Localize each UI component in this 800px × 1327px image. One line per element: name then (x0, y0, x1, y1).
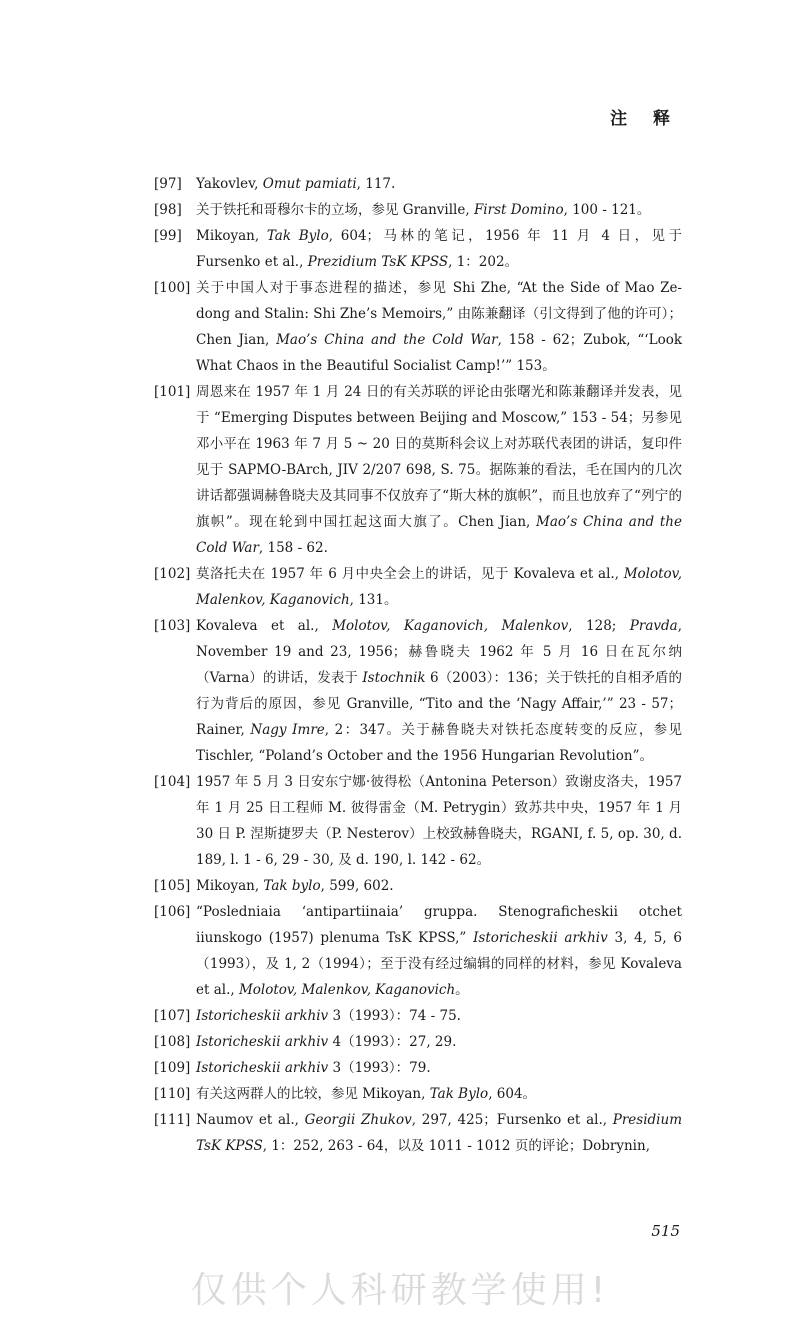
endnote-number: [108] (154, 1034, 191, 1050)
citation-text: , 1：252, 263 - 64，以及 1011 - 1012 页的评论；Dobrynin, (262, 1138, 650, 1154)
citation-title: Georgii Zhukov (304, 1112, 412, 1128)
citation-text: 3, 4, 5, 6（1993），及 1, 2（1994）；至于没有经过编辑的同样的材料，参见 Kovaleva et al., (196, 930, 682, 998)
citation-title: Istoricheskii arkhiv (196, 1060, 329, 1076)
citation-text: , 128; (568, 618, 630, 634)
endnotes-list (154, 171, 682, 1159)
citation-text: 周恩来在 1957 年 1 月 24 日的有关苏联的评论由张曙光和陈兼翻译并发表，见于 “Emerging Disputes between Beijing and Moscow,” 153 - 54；另参见邓小平在 1963 年 7 月 5 ~ 20 日的莫斯科会议上对苏联代表团的讲话，复印件见于 SAPMO-BArch, JIV 2/207 698, S. 75。据陈兼的看法，毛在国内的几次讲话都强调赫鲁晓夫及其同事不仅放弃了“斯大林的旗帜”，而且也放弃了“列宁的旗帜”。现在轮到中国扛起这面大旗了。Chen Jian, (196, 384, 682, 530)
endnote-item (154, 197, 682, 223)
endnote-number: [98] (154, 202, 182, 218)
endnote-number: [101] (154, 384, 191, 400)
endnote-number: [104] (154, 774, 191, 790)
citation-title: Pravda (629, 618, 678, 634)
citation-text: , 131。 (349, 592, 398, 608)
endnote-text (196, 899, 682, 1003)
citation-text: , 599, 602. (320, 878, 394, 894)
citation-text: 关于铁托和哥穆尔卡的立场，参见 Granville, (196, 202, 474, 218)
citation-text: , 604。 (488, 1086, 537, 1102)
endnote-item (154, 899, 682, 1003)
endnote-text (196, 1003, 682, 1029)
endnote-item (154, 1003, 682, 1029)
citation-title: Prezidium TsK KPSS (307, 254, 449, 270)
citation-text: , 2：347。关于赫鲁晓夫对铁托态度转变的反应，参见 Tischler, “Poland’s October and the 1956 Hungarian Revolution”。 (196, 722, 682, 764)
citation-title: Tak Bylo (429, 1086, 489, 1102)
endnote-number: [107] (154, 1008, 191, 1024)
endnote-number: [103] (154, 618, 191, 634)
citation-title: Tak Bylo (266, 228, 329, 244)
citation-text: 有关这两群人的比较，参见 Mikoyan, (196, 1086, 430, 1102)
citation-title: Nagy Imre (250, 722, 325, 738)
endnote-text (196, 1029, 682, 1055)
citation-text: 6（2003）：136；关于铁托的自相矛盾的行为背后的原因，参见 Granville, “Tito and the ‘Nagy Affair,’” 23 - 57；Rainer, (196, 670, 683, 738)
citation-text: , 117. (356, 176, 396, 192)
citation-title: Mao’s China and the Cold War (276, 332, 498, 348)
citation-text: Naumov et al., (196, 1112, 305, 1128)
endnote-number: [111] (154, 1112, 191, 1128)
endnote-item (154, 171, 682, 197)
endnote-text (196, 561, 682, 613)
endnote-text (196, 223, 682, 275)
citation-text: , November 19 and 23, 1956；赫鲁晓夫 1962 年 5 月 16 日在瓦尔纳（Varna）的讲话，发表于 (196, 618, 682, 686)
running-header: 注 释 (610, 109, 680, 129)
citation-title: Istoricheskii arkhiv (473, 930, 608, 946)
citation-title: First Domino (473, 202, 564, 218)
citation-text: “Posledniaia ‘antipartiinaia’ gruppa. Stenograficheskii otchet iiunskogo (1957) plenuma TsK KPSS,” (196, 904, 682, 946)
citation-text: , 604；马林的笔记，1956 年 11 月 4 日，见于 Fursenko et al., (196, 228, 682, 270)
citation-text: , 1：202。 (448, 254, 519, 270)
citation-title: Omut pamiati (262, 176, 357, 192)
endnote-text (196, 1107, 682, 1159)
citation-title: Mao’s China and the Cold War (196, 514, 682, 556)
citation-text: 4（1993）：27, 29. (328, 1034, 457, 1050)
endnote-item (154, 1029, 682, 1055)
endnote-text (196, 769, 682, 873)
endnote-text (196, 275, 682, 379)
citation-text: Mikoyan, (196, 228, 267, 244)
citation-text: Yakovlev, (196, 176, 263, 192)
endnote-item (154, 275, 682, 379)
citation-title: Istoricheskii arkhiv (196, 1008, 329, 1024)
endnote-item (154, 1055, 682, 1081)
citation-text: , 100 - 121。 (563, 202, 651, 218)
endnote-item (154, 379, 682, 561)
citation-text: 。 (455, 982, 469, 998)
endnote-text (196, 1055, 682, 1081)
endnote-item (154, 1107, 682, 1159)
endnote-item (154, 223, 682, 275)
endnote-number: [109] (154, 1060, 191, 1076)
citation-text: , 297, 425；Fursenko et al., (411, 1112, 613, 1128)
citation-text: 1957 年 5 月 3 日安东宁娜·彼得松（Antonina Peterson）致谢皮洛夫，1957 年 1 月 25 日工程师 M. 彼得雷金（M. Petrygin）致苏共中央，1957 年 1 月 30 日 P. 涅斯捷罗夫（P. Nesterov）上校致赫鲁晓夫，RGANI, f. 5, op. 30, d. 189, l. 1 - 6, 29 - 30, 及 d. 190, l. 142 - 62。 (196, 774, 682, 868)
citation-text: , 158 - 62；Zubok, “‘Look What Chaos in the Beautiful Socialist Camp!’” 153。 (196, 332, 683, 374)
endnote-text (196, 197, 682, 223)
citation-text: , 158 - 62. (258, 540, 328, 556)
endnote-number: [110] (154, 1086, 191, 1102)
page-number: 515 (651, 1222, 680, 1240)
endnote-number: [97] (154, 176, 182, 192)
citation-title: Istoricheskii arkhiv (196, 1034, 329, 1050)
endnote-text (196, 171, 682, 197)
citation-text: 3（1993）：79. (328, 1060, 431, 1076)
citation-text: 3（1993）：74 - 75. (328, 1008, 461, 1024)
citation-title: Molotov, Malenkov, Kaganovich (238, 982, 456, 998)
citation-title: Presidium TsK KPSS (196, 1112, 682, 1154)
watermark-text: 仅供个人科研教学使用! (190, 1270, 610, 1311)
endnote-number: [105] (154, 878, 191, 894)
endnote-item (154, 561, 682, 613)
endnote-item (154, 613, 682, 769)
citation-text: 关于中国人对于事态进程的描述，参见 Shi Zhe, “At the Side of Mao Ze-dong and Stalin: Shi Zhe’s Memoirs,” 由陈兼翻译（引文得到了他的许可）；Chen Jian, (196, 280, 682, 348)
endnote-number: [102] (154, 566, 191, 582)
citation-text: Mikoyan, (196, 878, 264, 894)
endnote-number: [100] (154, 280, 191, 296)
citation-title: Tak bylo (263, 878, 321, 894)
endnote-number: [106] (154, 904, 191, 920)
endnote-item (154, 1081, 682, 1107)
citation-title: Molotov, Kaganovich, Malenkov (332, 618, 569, 634)
endnote-text (196, 613, 682, 769)
endnote-text (196, 379, 682, 561)
citation-text: 莫洛托夫在 1957 年 6 月中央全会上的讲话，见于 Kovaleva et al., (196, 566, 624, 582)
citation-text: Kovaleva et al., (196, 618, 333, 634)
endnote-text (196, 873, 682, 899)
citation-title: Istochnik (362, 670, 426, 686)
endnote-text (196, 1081, 682, 1107)
citation-title: Molotov, Malenkov, Kaganovich (196, 566, 682, 608)
endnote-item (154, 873, 682, 899)
endnote-item (154, 769, 682, 873)
endnote-number: [99] (154, 228, 182, 244)
